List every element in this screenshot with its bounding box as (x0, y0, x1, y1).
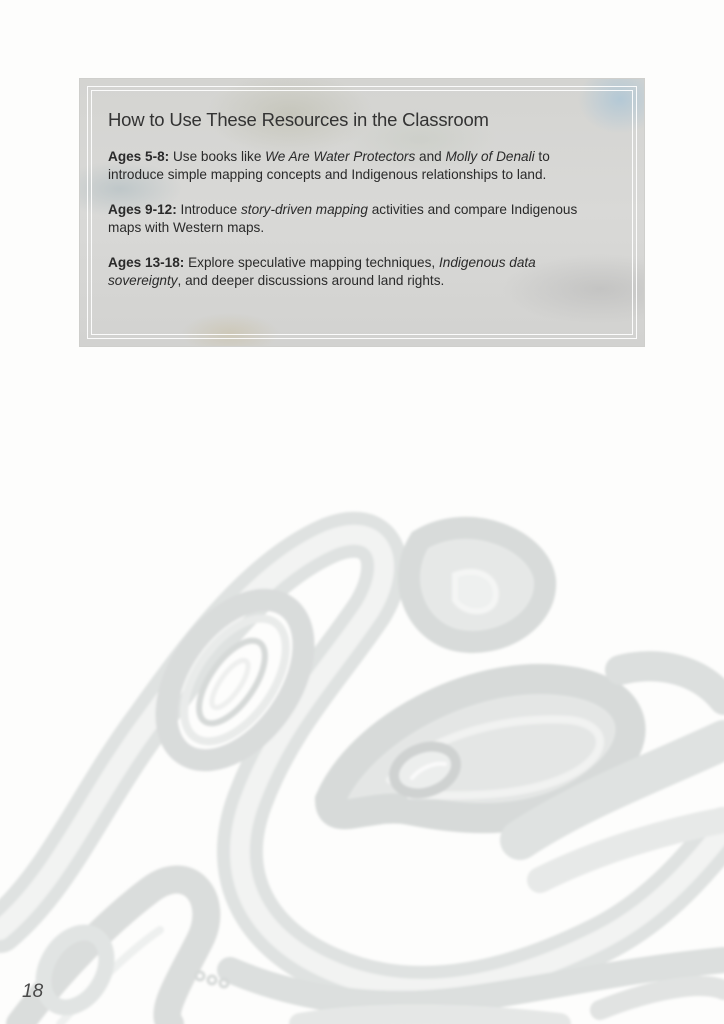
age-group-emphasis: We Are Water Protectors (265, 149, 416, 164)
topographic-illustration (0, 500, 724, 1024)
age-group-emphasis: Indigenous data sovereignty (108, 255, 536, 288)
age-group-text: to introduce simple mapping concepts and Indigenous relationships to land. (108, 149, 550, 182)
age-group-text: and (415, 149, 446, 164)
age-group-text: Explore speculative mapping techniques, (184, 255, 439, 270)
age-group-emphasis: story-driven mapping (241, 202, 368, 217)
card-content (108, 109, 608, 307)
age-group-emphasis: Molly of Denali (445, 149, 535, 164)
age-group-text: activities and compare Indigenous maps with Western maps. (108, 202, 578, 235)
age-group-text: Use books like (169, 149, 266, 164)
age-group-label: Ages 13-18: (108, 255, 185, 270)
page-number: 18 (22, 981, 44, 1002)
card-title: How to Use These Resources in the Classroom (108, 109, 489, 130)
age-group-item (108, 254, 608, 290)
age-group-label: Ages 9-12: (108, 202, 177, 217)
age-group-list (108, 148, 608, 290)
age-group-text: , and deeper discussions around land rights. (177, 273, 445, 288)
age-group-label: Ages 5-8: (108, 149, 170, 164)
age-group-item (108, 201, 608, 237)
age-group-item (108, 148, 608, 184)
classroom-resources-card (80, 79, 644, 346)
age-group-text: Introduce (176, 202, 241, 217)
